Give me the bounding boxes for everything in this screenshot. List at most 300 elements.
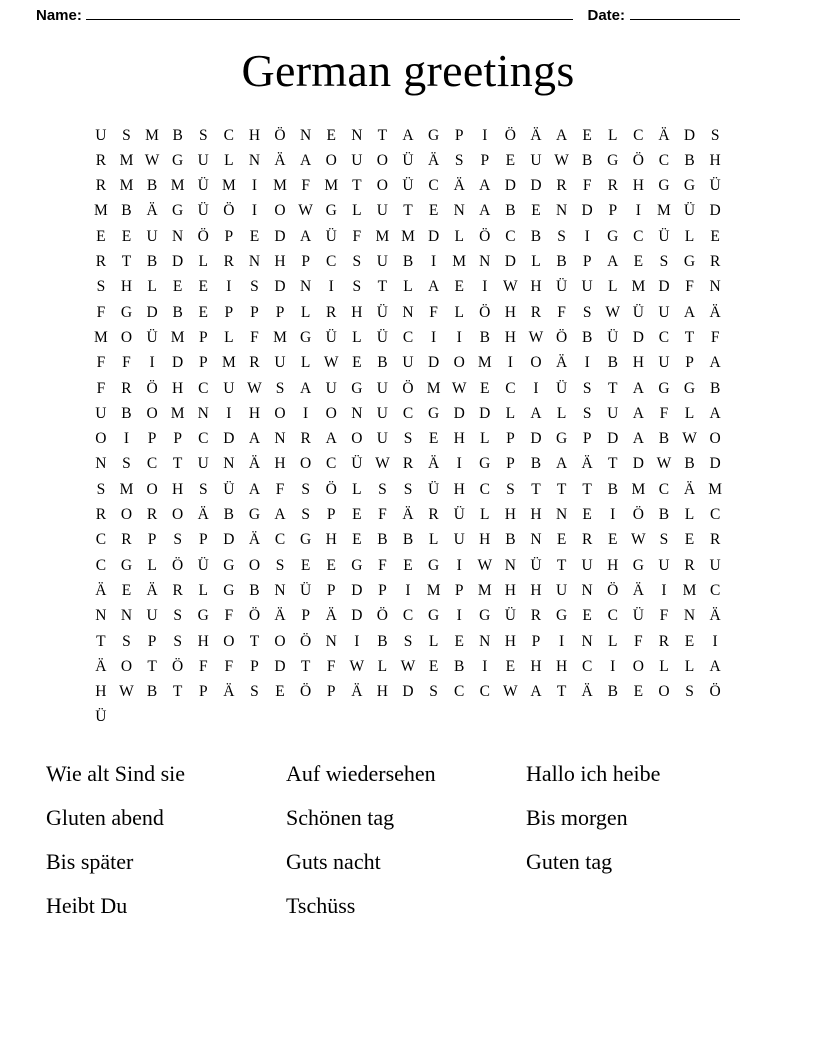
grid-cell[interactable]: Ü (555, 278, 568, 296)
grid-cell[interactable]: R (249, 354, 260, 372)
grid-cell[interactable]: Ö (146, 379, 158, 397)
grid-cell[interactable]: O (632, 657, 644, 675)
grid-cell[interactable]: L (659, 657, 669, 675)
grid-cell[interactable]: S (122, 126, 131, 144)
grid-cell[interactable]: T (352, 177, 362, 195)
grid-cell[interactable]: Ä (274, 607, 286, 625)
grid-cell[interactable]: P (147, 531, 157, 549)
grid-cell[interactable]: M (119, 480, 134, 498)
grid-cell[interactable]: U (453, 531, 465, 549)
grid-cell[interactable]: G (607, 227, 619, 245)
grid-cell[interactable]: E (172, 278, 183, 296)
grid-cell[interactable]: H (274, 253, 286, 271)
grid-cell[interactable]: W (119, 683, 134, 701)
grid-cell[interactable]: S (198, 480, 208, 498)
grid-cell[interactable]: R (95, 177, 107, 195)
grid-cell[interactable]: H (274, 455, 286, 473)
grid-cell[interactable]: W (503, 278, 518, 296)
grid-cell[interactable]: E (352, 354, 362, 372)
grid-cell[interactable]: M (221, 354, 236, 372)
grid-cell[interactable]: D (683, 126, 696, 144)
grid-cell[interactable]: Ü (453, 506, 465, 524)
grid-cell[interactable]: G (351, 556, 363, 574)
grid-cell[interactable]: L (480, 506, 490, 524)
grid-cell[interactable]: L (352, 480, 362, 498)
grid-cell[interactable]: Ä (95, 657, 107, 675)
grid-cell[interactable]: G (248, 506, 261, 524)
grid-cell[interactable]: M (452, 253, 467, 271)
grid-cell[interactable]: W (349, 657, 365, 675)
grid-cell[interactable]: Ö (172, 556, 184, 574)
grid-cell[interactable]: H (632, 354, 644, 372)
grid-cell[interactable]: D (146, 303, 158, 321)
grid-cell[interactable]: U (376, 379, 388, 397)
grid-cell[interactable]: Ü (402, 151, 414, 169)
grid-cell[interactable]: G (632, 556, 644, 574)
grid-cell[interactable]: O (376, 177, 388, 195)
grid-cell[interactable]: M (119, 177, 134, 195)
grid-cell[interactable]: M (375, 227, 390, 245)
word-list-item[interactable]: Heibt Du (46, 892, 128, 918)
grid-cell[interactable]: C (454, 683, 465, 701)
grid-cell[interactable]: D (274, 278, 286, 296)
grid-cell[interactable]: L (198, 581, 208, 599)
grid-cell[interactable]: N (325, 632, 337, 650)
grid-cell[interactable]: I (610, 657, 616, 675)
grid-cell[interactable]: R (658, 632, 670, 650)
grid-cell[interactable]: D (709, 455, 721, 473)
grid-cell[interactable]: B (377, 531, 388, 549)
grid-cell[interactable]: S (506, 480, 515, 498)
grid-cell[interactable]: Ö (172, 657, 184, 675)
grid-cell[interactable]: F (96, 379, 106, 397)
grid-cell[interactable]: T (172, 455, 183, 473)
grid-cell[interactable]: D (274, 227, 286, 245)
grid-cell[interactable]: S (173, 632, 182, 650)
grid-cell[interactable]: U (376, 404, 388, 422)
grid-cell[interactable]: O (274, 404, 286, 422)
grid-cell[interactable]: B (249, 581, 260, 599)
grid-cell[interactable]: E (582, 506, 592, 524)
grid-cell[interactable]: E (505, 657, 516, 675)
grid-cell[interactable]: B (581, 328, 593, 346)
grid-cell[interactable]: W (656, 455, 672, 473)
grid-cell[interactable]: D (530, 177, 542, 195)
grid-cell[interactable]: G (479, 455, 491, 473)
grid-cell[interactable]: F (582, 177, 592, 195)
grid-cell[interactable]: I (328, 278, 334, 296)
grid-cell[interactable]: B (684, 151, 695, 169)
grid-cell[interactable]: I (226, 278, 232, 296)
grid-cell[interactable]: N (683, 607, 696, 625)
grid-cell[interactable]: S (122, 632, 131, 650)
grid-cell[interactable]: G (300, 328, 312, 346)
grid-cell[interactable]: A (632, 430, 644, 448)
grid-cell[interactable]: G (325, 202, 337, 220)
grid-cell[interactable]: R (121, 379, 132, 397)
grid-cell[interactable]: H (504, 506, 516, 524)
grid-cell[interactable]: E (352, 531, 362, 549)
grid-cell[interactable]: Ä (581, 683, 593, 701)
grid-cell[interactable]: D (402, 683, 414, 701)
grid-cell[interactable]: Ö (555, 328, 568, 346)
grid-cell[interactable]: B (402, 531, 414, 549)
grid-cell[interactable]: C (95, 556, 107, 574)
grid-cell[interactable]: P (173, 430, 182, 448)
grid-cell[interactable]: Ü (632, 303, 644, 321)
grid-cell[interactable]: Ä (709, 607, 721, 625)
grid-cell[interactable]: R (607, 177, 618, 195)
grid-cell[interactable]: D (172, 253, 184, 271)
grid-cell[interactable]: E (300, 556, 311, 574)
grid-cell[interactable]: B (121, 404, 132, 422)
grid-cell[interactable]: Ä (197, 506, 209, 524)
grid-cell[interactable]: C (402, 328, 414, 346)
grid-cell[interactable]: P (147, 632, 157, 650)
grid-cell[interactable]: I (558, 632, 565, 650)
grid-cell[interactable]: M (119, 151, 134, 169)
grid-cell[interactable]: L (300, 354, 311, 372)
grid-cell[interactable]: I (123, 430, 130, 448)
grid-cell[interactable]: Ö (479, 227, 491, 245)
grid-cell[interactable]: R (95, 151, 107, 169)
grid-cell[interactable]: H (479, 531, 491, 549)
grid-cell[interactable]: B (505, 531, 516, 549)
grid-cell[interactable]: N (120, 607, 133, 625)
word-list-item[interactable]: Auf wiedersehen (286, 760, 436, 786)
grid-cell[interactable]: Ö (504, 126, 516, 144)
grid-cell[interactable]: D (172, 354, 184, 372)
grid-cell[interactable]: H (453, 430, 465, 448)
grid-cell[interactable]: I (482, 278, 488, 296)
grid-cell[interactable]: O (325, 404, 337, 422)
word-search-grid[interactable] (88, 123, 728, 730)
grid-cell[interactable]: F (198, 657, 208, 675)
grid-cell[interactable]: Ä (248, 455, 261, 473)
grid-cell[interactable]: P (326, 683, 336, 701)
grid-cell[interactable]: I (251, 202, 258, 220)
grid-cell[interactable]: N (351, 404, 363, 422)
grid-cell[interactable]: S (122, 455, 131, 473)
grid-cell[interactable]: O (95, 430, 107, 448)
grid-cell[interactable]: I (533, 379, 539, 397)
grid-cell[interactable]: H (632, 177, 644, 195)
grid-cell[interactable]: N (581, 632, 593, 650)
grid-cell[interactable]: H (248, 126, 261, 144)
grid-cell[interactable]: E (352, 506, 362, 524)
grid-cell[interactable]: B (556, 253, 567, 271)
grid-cell[interactable]: R (95, 253, 107, 271)
grid-cell[interactable]: F (352, 227, 362, 245)
grid-cell[interactable]: Ö (607, 581, 619, 599)
grid-cell[interactable]: N (248, 253, 261, 271)
grid-cell[interactable]: L (147, 278, 157, 296)
grid-cell[interactable]: S (403, 632, 413, 650)
grid-cell[interactable]: G (658, 379, 670, 397)
grid-cell[interactable]: M (93, 328, 108, 346)
grid-cell[interactable]: A (555, 455, 568, 473)
grid-cell[interactable]: C (633, 126, 644, 144)
grid-cell[interactable]: D (427, 227, 440, 245)
grid-cell[interactable]: T (403, 202, 413, 220)
grid-cell[interactable]: H (607, 556, 619, 574)
grid-cell[interactable]: M (631, 278, 646, 296)
grid-cell[interactable]: I (431, 328, 437, 346)
grid-cell[interactable]: D (479, 404, 491, 422)
grid-cell[interactable]: M (273, 177, 287, 195)
grid-cell[interactable]: P (480, 151, 490, 169)
grid-cell[interactable]: E (121, 227, 132, 245)
grid-cell[interactable]: U (351, 151, 363, 169)
grid-cell[interactable]: F (250, 328, 259, 346)
grid-cell[interactable]: Ö (274, 126, 286, 144)
grid-cell[interactable]: D (581, 202, 593, 220)
grid-cell[interactable]: S (96, 278, 106, 296)
grid-cell[interactable]: R (428, 506, 439, 524)
grid-cell[interactable]: E (326, 556, 336, 574)
grid-cell[interactable]: Ä (146, 581, 158, 599)
grid-cell[interactable]: I (584, 227, 590, 245)
grid-cell[interactable]: W (477, 556, 493, 574)
grid-cell[interactable]: S (685, 683, 694, 701)
grid-cell[interactable]: W (554, 151, 569, 169)
grid-cell[interactable]: Ä (274, 151, 286, 169)
grid-cell[interactable]: C (658, 480, 670, 498)
grid-cell[interactable]: B (146, 683, 158, 701)
grid-cell[interactable]: A (709, 354, 721, 372)
grid-cell[interactable]: B (607, 480, 618, 498)
grid-cell[interactable]: G (120, 303, 133, 321)
grid-cell[interactable]: S (301, 480, 310, 498)
grid-cell[interactable]: G (172, 202, 184, 220)
grid-cell[interactable]: A (248, 430, 261, 448)
grid-cell[interactable]: M (324, 177, 339, 195)
grid-cell[interactable]: A (479, 202, 491, 220)
grid-cell[interactable]: F (96, 303, 106, 321)
grid-cell[interactable]: T (608, 379, 618, 397)
grid-cell[interactable]: Ü (95, 708, 107, 726)
grid-cell[interactable]: D (632, 328, 644, 346)
grid-cell[interactable]: G (427, 556, 440, 574)
grid-cell[interactable]: M (657, 202, 671, 220)
grid-cell[interactable]: G (120, 556, 133, 574)
grid-cell[interactable]: F (685, 278, 694, 296)
grid-cell[interactable]: P (198, 328, 208, 346)
grid-cell[interactable]: Ü (530, 556, 542, 574)
grid-cell[interactable]: Ä (325, 607, 337, 625)
grid-cell[interactable]: Ä (95, 581, 107, 599)
grid-cell[interactable]: N (300, 126, 312, 144)
grid-cell[interactable]: G (300, 531, 312, 549)
grid-cell[interactable]: L (684, 227, 695, 245)
grid-cell[interactable]: T (556, 556, 567, 574)
grid-cell[interactable]: A (530, 404, 542, 422)
grid-cell[interactable]: I (456, 556, 462, 574)
grid-cell[interactable]: Ä (427, 455, 440, 473)
grid-cell[interactable]: S (582, 404, 592, 422)
grid-cell[interactable]: Ü (146, 328, 158, 346)
grid-cell[interactable]: B (454, 657, 465, 675)
grid-cell[interactable]: A (530, 683, 542, 701)
grid-cell[interactable]: U (658, 556, 670, 574)
grid-cell[interactable]: Ä (683, 480, 696, 498)
grid-cell[interactable]: A (479, 177, 491, 195)
grid-cell[interactable]: C (326, 253, 337, 271)
grid-cell[interactable]: M (221, 177, 236, 195)
grid-cell[interactable]: F (122, 354, 131, 372)
grid-cell[interactable]: A (427, 278, 440, 296)
grid-cell[interactable]: T (684, 328, 695, 346)
grid-cell[interactable]: N (95, 607, 107, 625)
grid-cell[interactable]: S (275, 556, 285, 574)
grid-cell[interactable]: N (248, 151, 261, 169)
grid-cell[interactable]: L (454, 227, 464, 245)
grid-cell[interactable]: L (377, 657, 388, 675)
grid-cell[interactable]: D (274, 657, 286, 675)
grid-cell[interactable]: U (607, 404, 619, 422)
grid-cell[interactable]: E (684, 632, 695, 650)
grid-cell[interactable]: C (658, 328, 670, 346)
grid-cell[interactable]: G (351, 379, 363, 397)
grid-cell[interactable]: E (121, 581, 132, 599)
grid-cell[interactable]: Ü (197, 177, 209, 195)
grid-cell[interactable]: B (607, 354, 618, 372)
name-input-blank[interactable] (86, 6, 574, 20)
grid-cell[interactable]: H (376, 683, 388, 701)
grid-cell[interactable]: P (582, 430, 592, 448)
grid-cell[interactable]: L (403, 278, 413, 296)
grid-cell[interactable]: U (581, 556, 593, 574)
grid-cell[interactable]: I (456, 455, 462, 473)
grid-cell[interactable]: H (504, 581, 516, 599)
grid-cell[interactable]: A (632, 379, 644, 397)
grid-cell[interactable]: O (146, 480, 158, 498)
grid-cell[interactable]: H (504, 303, 516, 321)
grid-cell[interactable]: M (145, 126, 159, 144)
grid-cell[interactable]: O (709, 430, 721, 448)
grid-cell[interactable]: D (453, 404, 465, 422)
grid-cell[interactable]: E (505, 151, 516, 169)
grid-cell[interactable]: D (504, 253, 516, 271)
grid-cell[interactable]: U (658, 354, 670, 372)
grid-cell[interactable]: Ö (197, 227, 209, 245)
grid-cell[interactable]: E (403, 556, 413, 574)
grid-cell[interactable]: B (581, 151, 593, 169)
word-list-item[interactable]: Guten tag (526, 848, 613, 874)
grid-cell[interactable]: S (173, 531, 182, 549)
grid-cell[interactable]: H (504, 328, 516, 346)
grid-cell[interactable]: F (659, 607, 669, 625)
grid-cell[interactable]: P (326, 506, 336, 524)
grid-cell[interactable]: F (710, 328, 720, 346)
word-list-item[interactable]: Wie alt Sind sie (46, 760, 186, 786)
grid-cell[interactable]: W (503, 683, 518, 701)
grid-cell[interactable]: U (402, 354, 414, 372)
grid-cell[interactable]: W (682, 430, 697, 448)
grid-cell[interactable]: D (607, 430, 619, 448)
grid-cell[interactable]: Ä (555, 354, 568, 372)
grid-cell[interactable]: O (146, 404, 158, 422)
grid-cell[interactable]: F (275, 480, 285, 498)
grid-cell[interactable]: Ü (402, 177, 414, 195)
grid-cell[interactable]: S (352, 253, 362, 271)
grid-cell[interactable]: A (325, 430, 337, 448)
grid-cell[interactable]: T (300, 657, 311, 675)
grid-cell[interactable]: G (555, 430, 568, 448)
grid-cell[interactable]: G (223, 581, 235, 599)
grid-cell[interactable]: H (95, 683, 107, 701)
grid-cell[interactable]: E (275, 683, 285, 701)
grid-cell[interactable]: L (608, 278, 618, 296)
grid-cell[interactable]: Ü (427, 480, 440, 498)
grid-cell[interactable]: L (531, 253, 541, 271)
grid-cell[interactable]: R (530, 607, 542, 625)
grid-cell[interactable]: W (144, 151, 160, 169)
grid-cell[interactable]: L (428, 632, 439, 650)
grid-cell[interactable]: Ä (351, 683, 363, 701)
grid-cell[interactable]: I (456, 607, 462, 625)
grid-cell[interactable]: T (147, 657, 157, 675)
grid-cell[interactable]: U (658, 303, 670, 321)
grid-cell[interactable]: O (530, 354, 542, 372)
word-list-item[interactable]: Bis morgen (526, 804, 628, 830)
grid-cell[interactable]: H (325, 531, 337, 549)
grid-cell[interactable]: R (223, 253, 235, 271)
grid-cell[interactable]: G (683, 253, 696, 271)
grid-cell[interactable]: H (248, 404, 261, 422)
grid-cell[interactable]: S (454, 151, 464, 169)
grid-cell[interactable]: Ö (709, 683, 721, 701)
grid-cell[interactable]: U (530, 151, 542, 169)
grid-cell[interactable]: Ü (376, 303, 388, 321)
grid-cell[interactable]: B (223, 506, 235, 524)
grid-cell[interactable]: U (709, 556, 721, 574)
word-list-item[interactable]: Schönen tag (286, 804, 395, 830)
grid-cell[interactable]: Ö (223, 202, 235, 220)
grid-cell[interactable]: B (377, 354, 388, 372)
grid-cell[interactable]: P (506, 430, 515, 448)
grid-cell[interactable]: G (197, 607, 209, 625)
grid-cell[interactable]: L (300, 303, 311, 321)
grid-cell[interactable]: B (479, 328, 490, 346)
grid-cell[interactable]: Ü (683, 202, 696, 220)
grid-cell[interactable]: B (658, 506, 670, 524)
grid-cell[interactable]: C (633, 227, 644, 245)
grid-cell[interactable]: Ä (530, 126, 542, 144)
grid-cell[interactable]: E (198, 303, 208, 321)
grid-cell[interactable]: D (632, 455, 644, 473)
grid-cell[interactable]: C (146, 455, 158, 473)
grid-cell[interactable]: R (172, 581, 183, 599)
grid-cell[interactable]: T (582, 480, 592, 498)
grid-cell[interactable]: D (709, 202, 721, 220)
grid-cell[interactable]: L (684, 657, 695, 675)
grid-cell[interactable]: Ü (504, 607, 516, 625)
grid-cell[interactable]: B (402, 253, 414, 271)
grid-cell[interactable]: W (375, 455, 390, 473)
grid-cell[interactable]: D (658, 278, 670, 296)
grid-cell[interactable]: L (556, 404, 567, 422)
word-list-item[interactable]: Tschüss (286, 892, 356, 918)
grid-cell[interactable]: P (531, 632, 541, 650)
grid-cell[interactable]: F (301, 177, 310, 195)
grid-cell[interactable]: M (708, 480, 723, 498)
grid-cell[interactable]: H (172, 480, 184, 498)
grid-cell[interactable]: N (504, 556, 516, 574)
grid-cell[interactable]: P (224, 303, 234, 321)
grid-cell[interactable]: L (224, 328, 234, 346)
grid-cell[interactable]: C (607, 607, 618, 625)
